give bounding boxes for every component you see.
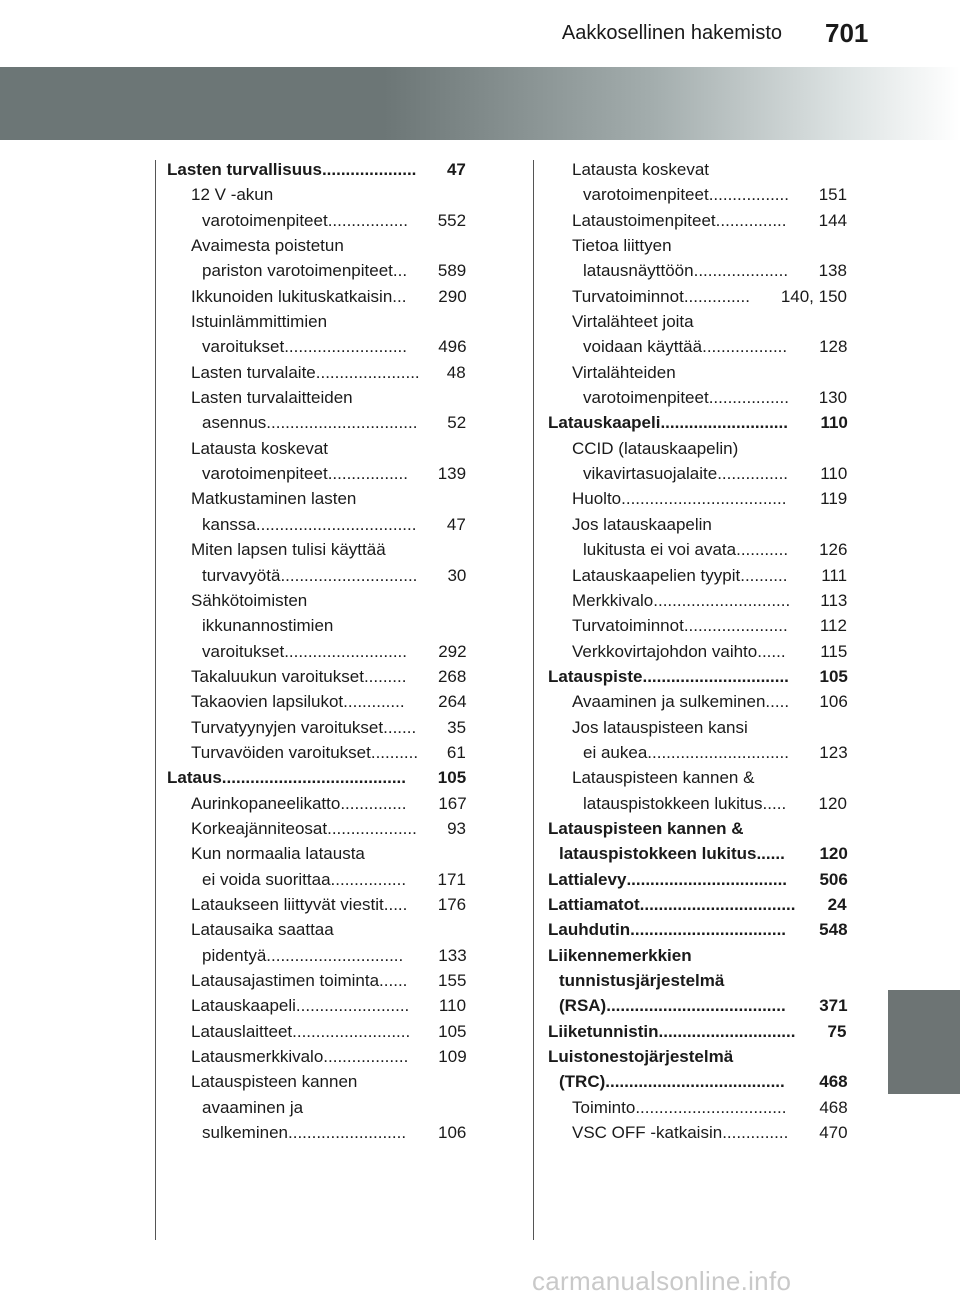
- index-entry-term: Huolto: [572, 489, 622, 509]
- index-entry: [167, 689, 466, 714]
- center-column-rule: [533, 160, 534, 1240]
- index-entry: [548, 1120, 847, 1145]
- index-entry-term: latauspistokkeen lukitus: [559, 844, 757, 864]
- index-entry-term: 12 V -akun: [191, 185, 274, 205]
- index-entry-page: 468: [819, 1097, 848, 1117]
- index-entry-term: Avaimesta poistetun: [191, 236, 344, 256]
- page-number: 701: [825, 18, 869, 48]
- index-entry: [548, 233, 847, 284]
- index-entry-leader: .............: [343, 692, 405, 712]
- index-entry-term: Latausaika saattaa: [191, 920, 334, 940]
- index-entry-term: Turvatoiminnot: [572, 616, 684, 636]
- index-entry-leader: ..................................: [626, 869, 788, 889]
- index-entry-term: CCID (latauskaapelin): [572, 438, 739, 458]
- index-entry: [548, 816, 847, 867]
- index-entry-leader: ..........: [370, 742, 419, 762]
- index-entry-term: Sähkötoimisten: [191, 590, 308, 610]
- index-entry-leader: ..........................: [284, 337, 408, 357]
- index-entry-term: ikkunannostimien: [202, 616, 334, 636]
- index-entry-term: kanssa: [202, 514, 256, 534]
- index-entry-page: 468: [819, 1072, 848, 1092]
- index-entry-page: 268: [437, 666, 467, 686]
- index-entry: [548, 639, 847, 664]
- index-entry-term: varoitukset: [202, 337, 285, 357]
- index-entry-page: 120: [818, 793, 847, 813]
- index-entry: [167, 1069, 466, 1145]
- index-entry-page: 120: [819, 844, 848, 864]
- index-entry-term: pidentyä: [202, 945, 267, 965]
- index-entry: [167, 791, 466, 816]
- index-entry-term: varoitukset: [202, 641, 285, 661]
- index-entry-page: 105: [438, 1021, 467, 1041]
- index-entry: [167, 816, 466, 841]
- index-entry-leader: .................: [708, 185, 789, 205]
- index-entry-page: 48: [446, 362, 466, 382]
- index-entry: [548, 486, 847, 511]
- index-entry-term: varotoimenpiteet: [202, 210, 328, 230]
- index-entry-leader: ......................: [315, 362, 420, 382]
- index-entry-leader: .........................: [292, 1021, 411, 1041]
- index-entry: [167, 233, 466, 284]
- index-column-right: [548, 157, 847, 1145]
- index-entry: [167, 1044, 466, 1069]
- index-entry-page: 139: [437, 464, 467, 484]
- index-entry-term: Latausajastimen toiminta: [191, 971, 380, 990]
- index-entry-leader: ...............: [715, 210, 787, 230]
- index-entry-term: Latauskaapelien tyypit: [572, 565, 741, 585]
- index-entry: [548, 1044, 847, 1095]
- index-entry-term: Toiminto: [572, 1097, 636, 1117]
- index-entry-leader: ......................................: [606, 996, 786, 1016]
- index-entry: [548, 284, 847, 309]
- index-entry-leader: ......: [756, 844, 785, 864]
- index-entry-term: Lattialevy: [548, 869, 627, 889]
- index-entry-term: ei voida suorittaa: [202, 869, 331, 889]
- index-entry-leader: ......................................: [605, 1072, 785, 1092]
- index-entry-term: Latauslaitteet: [191, 1021, 293, 1041]
- index-entry: [548, 410, 847, 435]
- index-entry-term: pariston varotoimenpiteet: [202, 261, 393, 281]
- index-entry: [167, 588, 466, 664]
- index-entry-page: 52: [447, 413, 467, 433]
- index-entry-term: Istuinlämmittimien: [191, 312, 328, 332]
- index-entry-term: Aurinkopaneelikatto: [191, 793, 341, 813]
- index-entry-term: (RSA): [559, 996, 607, 1016]
- index-entry-page: 548: [819, 920, 848, 940]
- index-entry-page: 144: [818, 210, 848, 230]
- index-entry-leader: ......: [757, 641, 786, 661]
- index-entry-term: turvavyötä: [202, 565, 281, 585]
- index-entry-term: Latauspisteen kannen: [191, 1072, 358, 1092]
- index-entry-page: 61: [446, 742, 466, 762]
- running-header-title: Aakkosellinen hakemisto: [561, 22, 782, 44]
- index-entry-page: 47: [446, 514, 466, 534]
- index-entry-leader: ..................: [323, 1047, 409, 1067]
- index-entry-term: Luistonestojärjestelmä: [548, 1047, 734, 1067]
- index-entry: [548, 563, 847, 588]
- section-thumb-tab: [888, 990, 960, 1094]
- index-entry-leader: ................................: [266, 413, 418, 433]
- index-entry-page: 140, 150: [780, 286, 847, 306]
- index-entry-term: latauspistokkeen lukitus: [583, 793, 763, 813]
- index-entry-page: 138: [818, 261, 847, 281]
- index-entry-term: Ikkunoiden lukituskatkaisin: [191, 286, 393, 306]
- index-entry: [548, 309, 847, 360]
- index-entry-term: Jos latauspisteen kansi: [572, 717, 748, 737]
- index-entry: [548, 1019, 847, 1044]
- index-entry-leader: .....: [383, 894, 408, 914]
- index-entry-term: Takaovien lapsilukot: [191, 692, 344, 712]
- index-entry: [167, 157, 466, 182]
- index-column-left: [167, 157, 466, 1145]
- index-entry-page: 292: [438, 641, 467, 661]
- index-entry: [548, 917, 847, 942]
- index-entry: [167, 892, 466, 917]
- index-entry-term: Jos latauskaapelin: [572, 514, 712, 534]
- index-entry-leader: ........................: [295, 996, 410, 1016]
- index-entry-leader: ....................: [693, 261, 789, 281]
- index-entry: [167, 1019, 466, 1044]
- index-entry-term: Lasten turvalaite: [191, 362, 316, 382]
- index-entry-term: Matkustaminen lasten: [191, 489, 357, 509]
- index-entry-page: 47: [446, 160, 466, 179]
- index-entry-leader: .........: [363, 666, 407, 686]
- index-entry-term: VSC OFF -katkaisin: [572, 1123, 723, 1143]
- index-entry: [548, 867, 847, 892]
- index-entry-term: lukitusta ei voi avata: [583, 540, 737, 560]
- index-entry: [167, 968, 466, 993]
- index-entry: [548, 689, 847, 714]
- index-entry-page: 112: [819, 616, 847, 636]
- index-entry-term: Latauspiste: [548, 666, 643, 686]
- index-entry-term: Lasten turvallisuus: [167, 160, 322, 179]
- index-entry-leader: ...............................: [642, 666, 789, 686]
- index-entry-term: Kun normaalia latausta: [191, 844, 365, 864]
- index-entry-leader: ................: [330, 869, 407, 889]
- index-entry-page: 290: [438, 286, 467, 306]
- index-entry-leader: ...............: [717, 464, 789, 484]
- index-entry: [167, 765, 466, 790]
- index-entry-leader: .................: [327, 464, 408, 484]
- index-entry-term: Latauspisteen kannen &: [572, 768, 755, 788]
- index-entry-term: Liikennemerkkien: [548, 945, 692, 965]
- index-entry-page: 126: [819, 540, 848, 560]
- index-entry: [548, 664, 847, 689]
- index-entry-page: 167: [438, 793, 467, 813]
- index-entry-term: Merkkivalo: [572, 590, 654, 610]
- index-entry-leader: .............................: [266, 945, 404, 965]
- index-entry-term: voidaan käyttää: [583, 337, 703, 357]
- index-entry-term: vikavirtasuojalaite: [583, 464, 718, 484]
- index-entry-leader: .......: [383, 717, 417, 737]
- index-entry-term: latausnäyttöön: [583, 261, 694, 281]
- index-entry-term: Lauhdutin: [548, 920, 631, 940]
- index-entry-leader: .............................: [280, 565, 418, 585]
- index-entry-page: 151: [818, 185, 848, 205]
- index-entry-term: Tietoa liittyen: [572, 236, 672, 256]
- index-entry-page: 113: [820, 590, 848, 610]
- index-entry: [167, 841, 466, 892]
- index-entry-term: Avaaminen ja sulkeminen: [572, 692, 766, 712]
- index-entry-leader: ...................: [327, 818, 417, 838]
- index-entry-leader: ..............: [340, 793, 407, 813]
- index-entry-page: 106: [819, 692, 848, 712]
- index-entry-leader: .................: [327, 210, 408, 230]
- index-entry-term: varotoimenpiteet: [202, 464, 328, 484]
- index-entry: [167, 664, 466, 689]
- index-entry-term: Latausta koskevat: [191, 438, 329, 458]
- index-entry-leader: .................................: [630, 920, 787, 940]
- index-entry-page: 506: [819, 869, 848, 889]
- index-entry-term: varotoimenpiteet: [583, 388, 709, 408]
- index-entry-leader: .......................................: [221, 768, 406, 788]
- left-column-rule: [155, 160, 156, 1240]
- index-entry-page: 589: [437, 261, 467, 281]
- index-entry: [548, 943, 847, 1019]
- index-entry-leader: ......................: [683, 616, 788, 636]
- index-entry: [167, 182, 466, 233]
- index-entry-leader: ...........: [736, 540, 789, 560]
- index-entry: [548, 360, 847, 411]
- index-entry-page: 371: [819, 996, 848, 1016]
- index-entry-term: Turvatoiminnot: [572, 286, 684, 306]
- index-entry: [167, 486, 466, 537]
- watermark: carmanualsonline.info: [532, 1266, 792, 1296]
- index-entry-page: 111: [821, 565, 848, 585]
- index-entry-page: 110: [820, 464, 848, 484]
- index-entry: [548, 157, 847, 208]
- index-entry-term: tunnistusjärjestelmä: [559, 971, 725, 990]
- index-entry-term: Latausta koskevat: [572, 160, 710, 179]
- index-entry: [167, 917, 466, 968]
- index-entry-leader: ..........................: [284, 641, 408, 661]
- index-entry-page: 35: [447, 717, 467, 737]
- index-entry-leader: .................................: [639, 894, 796, 914]
- index-entry: [548, 208, 847, 233]
- index-entry-leader: ..............: [683, 286, 750, 306]
- index-entry-leader: ....................: [321, 160, 417, 179]
- index-entry-term: Lataustoimenpiteet: [572, 210, 716, 230]
- index-entry-leader: ..............................: [647, 742, 789, 762]
- index-entry-leader: .....: [762, 793, 787, 813]
- index-entry-term: Lataus: [167, 768, 222, 788]
- index-entry: [548, 1095, 847, 1120]
- index-entry-term: asennus: [202, 413, 267, 433]
- index-entry-term: Latauskaapeli: [191, 996, 296, 1016]
- index-entry-term: Virtalähteet joita: [572, 312, 694, 332]
- index-entry-term: Turvatyynyjen varoitukset: [191, 717, 384, 737]
- index-entry-term: (TRC): [559, 1072, 606, 1092]
- index-entry-page: 75: [827, 1021, 847, 1041]
- index-entry: [167, 309, 466, 360]
- index-entry-page: 133: [438, 945, 467, 965]
- index-entry-term: Takaluukun varoitukset: [191, 666, 364, 686]
- index-entry-page: 552: [437, 210, 467, 230]
- index-entry-term: Korkeajänniteosat: [191, 818, 328, 838]
- index-entry-term: Lasten turvalaitteiden: [191, 388, 353, 408]
- index-entry-page: 128: [819, 337, 848, 357]
- index-entry-page: 110: [820, 413, 848, 433]
- index-entry-term: Latausmerkkivalo: [191, 1047, 324, 1067]
- index-entry: [548, 892, 847, 917]
- index-entry-page: 470: [819, 1123, 848, 1143]
- index-entry-page: 24: [827, 894, 847, 914]
- index-entry-page: 115: [820, 641, 848, 661]
- index-entry: [548, 588, 847, 613]
- index-entry: [167, 993, 466, 1018]
- index-entry-term: Liiketunnistin: [548, 1021, 659, 1041]
- index-entry-leader: ......: [379, 971, 408, 990]
- index-entry-term: Lataukseen liittyvät viestit: [191, 894, 384, 914]
- index-entry-leader: ..................: [702, 337, 788, 357]
- index-entry-leader: ...........................: [660, 413, 788, 433]
- index-entry-leader: ..........: [740, 565, 788, 585]
- index-entry-leader: ..............: [722, 1123, 789, 1143]
- index-entry-page: 176: [437, 894, 467, 914]
- index-entry: [167, 715, 466, 740]
- index-entry-leader: ...: [392, 286, 407, 306]
- index-entry-page: 155: [438, 971, 467, 990]
- index-entry-page: 105: [437, 768, 467, 788]
- index-entry-page: 106: [438, 1123, 467, 1143]
- index-entry-page: 109: [438, 1047, 467, 1067]
- index-entry-term: Lattiamatot: [548, 894, 640, 914]
- index-entry-term: Turvavöiden varoitukset: [191, 742, 371, 762]
- index-entry: [548, 715, 847, 766]
- index-entry-page: 130: [818, 388, 848, 408]
- index-entry-term: varotoimenpiteet: [583, 185, 709, 205]
- index-entry-leader: .....: [765, 692, 790, 712]
- index-entry-page: 30: [447, 565, 467, 585]
- index-entry: [167, 360, 466, 385]
- index-entry-leader: ...................................: [621, 489, 787, 509]
- index-entry-leader: .................: [708, 388, 789, 408]
- index-entry: [167, 537, 466, 588]
- index-entry-page: 119: [820, 489, 848, 509]
- index-entry-leader: .........................: [288, 1123, 407, 1143]
- index-entry-leader: ..................................: [255, 514, 417, 534]
- index-entry: [548, 512, 847, 563]
- index-entry: [167, 284, 466, 309]
- header-banner: [0, 67, 960, 140]
- index-entry-page: 264: [438, 692, 467, 712]
- index-entry: [548, 765, 847, 816]
- index-entry-leader: ................................: [635, 1097, 787, 1117]
- index-entry: [167, 740, 466, 765]
- index-entry-page: 93: [447, 818, 467, 838]
- index-entry-term: sulkeminen: [202, 1123, 288, 1143]
- index-entry: [548, 436, 847, 487]
- index-entry-term: Miten lapsen tulisi käyttää: [191, 540, 386, 560]
- index-entry-page: 171: [437, 869, 466, 889]
- index-entry-leader: .............................: [653, 590, 791, 610]
- index-entry: [167, 436, 466, 487]
- index-entry-term: Latauspisteen kannen &: [548, 818, 744, 838]
- index-entry-term: Verkkovirtajohdon vaihto: [572, 641, 758, 661]
- index-entry-term: ei aukea: [583, 742, 648, 762]
- index-entry: [548, 613, 847, 638]
- index-entry-leader: ...: [392, 261, 408, 281]
- index-entry-page: 105: [819, 666, 848, 686]
- index-entry: [167, 385, 466, 436]
- index-entry-term: Latauskaapeli: [548, 413, 661, 433]
- index-entry-term: Virtalähteiden: [572, 362, 676, 382]
- index-entry-term: avaaminen ja: [202, 1097, 304, 1117]
- index-entry-leader: .............................: [658, 1021, 796, 1041]
- index-entry-page: 496: [438, 337, 467, 357]
- index-entry-page: 110: [438, 996, 467, 1016]
- index-entry-page: 123: [819, 742, 848, 762]
